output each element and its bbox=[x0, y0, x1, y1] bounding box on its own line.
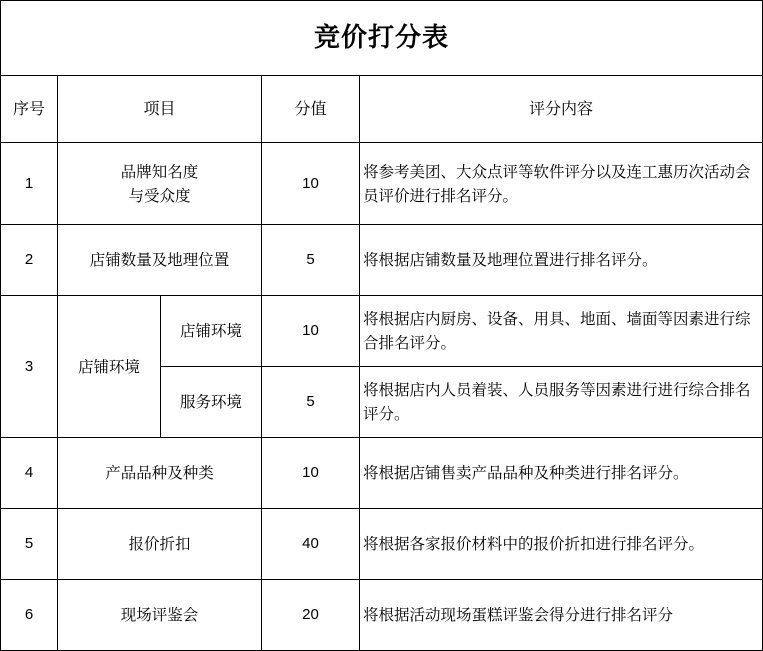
row-content: 将根据店内人员着装、人员服务等因素进行进行综合排名评分。 bbox=[360, 367, 763, 438]
row-subitem: 服务环境 bbox=[161, 367, 262, 438]
row-seq: 5 bbox=[1, 509, 58, 580]
row-score: 40 bbox=[262, 509, 360, 580]
header-score: 分值 bbox=[262, 76, 360, 143]
table-row bbox=[1, 143, 763, 225]
row-content: 将根据店铺数量及地理位置进行排名评分。 bbox=[360, 225, 763, 296]
row-score: 5 bbox=[262, 367, 360, 438]
table-title: 竞价打分表 bbox=[1, 1, 763, 76]
row-subitem: 店铺环境 bbox=[161, 296, 262, 367]
row-content: 将根据活动现场蛋糕评鉴会得分进行排名评分 bbox=[360, 580, 763, 651]
table-row bbox=[1, 580, 763, 651]
row-seq: 4 bbox=[1, 438, 58, 509]
table-row bbox=[1, 509, 763, 580]
row-item bbox=[58, 143, 262, 225]
row-item: 店铺数量及地理位置 bbox=[58, 225, 262, 296]
row-score: 5 bbox=[262, 225, 360, 296]
row-item-line: 与受众度 bbox=[128, 186, 191, 205]
row-content: 将根据各家报价材料中的报价折扣进行排名评分。 bbox=[360, 509, 763, 580]
title-row bbox=[1, 1, 763, 76]
row-seq: 6 bbox=[1, 580, 58, 651]
row-score: 10 bbox=[262, 438, 360, 509]
row-item-line: 品牌知名度 bbox=[120, 162, 199, 181]
header-seq: 序号 bbox=[1, 76, 58, 143]
row-seq: 2 bbox=[1, 225, 58, 296]
row-item: 现场评鉴会 bbox=[58, 580, 262, 651]
row-item: 报价折扣 bbox=[58, 509, 262, 580]
header-row bbox=[1, 76, 763, 143]
row-item: 店铺环境 bbox=[58, 296, 161, 438]
row-item: 产品品种及种类 bbox=[58, 438, 262, 509]
header-item: 项目 bbox=[58, 76, 262, 143]
row-score: 20 bbox=[262, 580, 360, 651]
row-score: 10 bbox=[262, 296, 360, 367]
row-score: 10 bbox=[262, 143, 360, 225]
table-row bbox=[1, 225, 763, 296]
header-content: 评分内容 bbox=[360, 76, 763, 143]
row-content: 将根据店铺售卖产品品种及种类进行排名评分。 bbox=[360, 438, 763, 509]
row-content: 将参考美团、大众点评等软件评分以及连工惠历次活动会员评价进行排名评分。 bbox=[360, 143, 763, 225]
table-row bbox=[1, 438, 763, 509]
table-row bbox=[1, 296, 763, 367]
row-seq: 3 bbox=[1, 296, 58, 438]
row-seq: 1 bbox=[1, 143, 58, 225]
row-content: 将根据店内厨房、设备、用具、地面、墙面等因素进行综合排名评分。 bbox=[360, 296, 763, 367]
